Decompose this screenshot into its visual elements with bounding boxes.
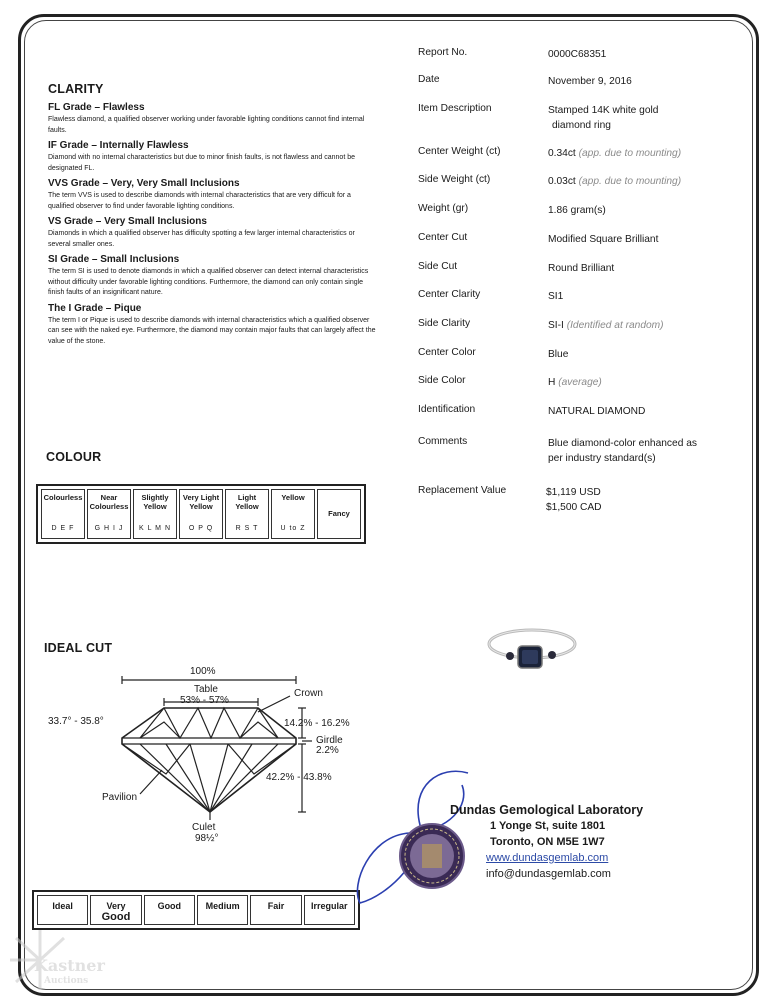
cut-grade-cell bbox=[197, 895, 248, 925]
side-weight-label: Side Weight (ct) bbox=[418, 174, 491, 185]
auction-watermark-logo bbox=[4, 926, 114, 994]
comments-value: Blue diamond-color enhanced as per industry standard(s) bbox=[548, 438, 697, 464]
cut-grade-cell bbox=[90, 895, 141, 925]
clarity-grade-description: The term I or Pique is used to describe diamonds with internal characteristics which a qualified observer can see with the naked eye. Furthermore, the diamond may contain major faults that can largely affect the value of the stone. bbox=[48, 316, 376, 345]
side-cut-value: Round Brilliant bbox=[548, 263, 615, 274]
diagram-total-label: 100% bbox=[190, 666, 216, 677]
cut-grade-label-emphasis: Good bbox=[101, 911, 131, 923]
cut-grade-label: Ideal bbox=[52, 901, 73, 911]
diagram-crown-pct: 14.2% - 16.2% bbox=[284, 718, 350, 729]
colour-cell-code: U to Z bbox=[280, 525, 306, 532]
report-no-value: 0000C68351 bbox=[548, 49, 607, 60]
diagram-pavilion-pct: 42.2% - 43.8% bbox=[266, 772, 332, 783]
center-weight-label: Center Weight (ct) bbox=[418, 146, 501, 157]
weight-value: 1.86 gram(s) bbox=[548, 205, 606, 216]
cut-grade-label: Medium bbox=[205, 901, 240, 911]
report-no-label: Report No. bbox=[418, 47, 468, 58]
center-clarity-label: Center Clarity bbox=[418, 289, 481, 300]
side-clarity-value: SI-I (Identified at random) bbox=[548, 320, 664, 331]
cut-grade-cell bbox=[144, 895, 195, 925]
clarity-grade-description: Diamonds in which a qualified observer has difficulty spotting a few larger internal characteristics or several smaller ones. bbox=[48, 230, 355, 248]
clarity-grade-description: Flawless diamond, a qualified observer working under favorable lighting conditions cannot find internal faults. bbox=[48, 116, 365, 134]
clarity-title: CLARITY bbox=[48, 82, 104, 96]
diagram-girdle-label: Girdle bbox=[316, 735, 343, 746]
colour-cell-code: R S T bbox=[235, 525, 259, 532]
colour-cell-label: Yellow bbox=[281, 493, 305, 502]
center-cut-value: Modified Square Brilliant bbox=[548, 234, 659, 245]
side-clarity-label: Side Clarity bbox=[418, 318, 471, 329]
colour-cell-label: Near Colourless bbox=[89, 493, 129, 511]
diamond-cut-diagram bbox=[40, 662, 370, 852]
diagram-crown-label: Crown bbox=[294, 688, 323, 699]
replacement-value-label: Replacement Value bbox=[418, 485, 507, 496]
clarity-grade-heading: VS Grade – Very Small Inclusions bbox=[48, 216, 207, 227]
center-cut-label: Center Cut bbox=[418, 232, 468, 243]
item-description-value: Stamped 14K white gold diamond ring bbox=[548, 105, 659, 131]
side-color-label: Side Color bbox=[418, 375, 466, 386]
weight-label: Weight (gr) bbox=[418, 203, 469, 214]
diagram-table-pct: 53% - 57% bbox=[180, 695, 229, 706]
cut-grade-label: Irregular bbox=[311, 901, 348, 911]
colour-cell-fancy bbox=[317, 489, 361, 539]
colour-cell bbox=[271, 489, 315, 539]
clarity-grade-heading: VVS Grade – Very, Very Small Inclusions bbox=[48, 178, 240, 189]
date-value: November 9, 2016 bbox=[548, 76, 632, 87]
colour-cell-code: D E F bbox=[51, 525, 75, 532]
colour-cell bbox=[225, 489, 269, 539]
item-description-label: Item Description bbox=[418, 103, 492, 114]
lab-address-line2: Toronto, ON M5E 1W7 bbox=[490, 836, 605, 848]
clarity-grade-description: The term SI is used to denote diamonds in which a qualified observer can detect internal characteristics without difficulty under favorable lighting conditions. Furthermore, the diamond can only contain single finish faults of an insignificant nature. bbox=[48, 268, 369, 296]
clarity-grade-heading: IF Grade – Internally Flawless bbox=[48, 140, 189, 151]
colour-scale-table bbox=[36, 484, 366, 544]
center-clarity-value: SI1 bbox=[548, 291, 564, 302]
colour-cell-code: O P Q bbox=[188, 525, 214, 532]
comments-label: Comments bbox=[418, 436, 468, 447]
diagram-pavilion-label: Pavilion bbox=[102, 792, 138, 803]
lab-name: Dundas Gemological Laboratory bbox=[450, 803, 644, 817]
colour-cell bbox=[41, 489, 85, 539]
clarity-grade-heading: FL Grade – Flawless bbox=[48, 102, 145, 113]
cut-grade-cell bbox=[37, 895, 88, 925]
colour-cell-code: K L M N bbox=[138, 525, 172, 532]
side-color-value: H (average) bbox=[548, 377, 602, 388]
clarity-grade-description: The term VVS is used to describe diamonds with internal characteristics that are very difficult for a qualified observer to find under favorable lighting conditions. bbox=[48, 192, 351, 210]
colour-cell-label: Very Light Yellow bbox=[182, 493, 220, 511]
diagram-girdle-pct: 2.2% bbox=[316, 745, 339, 756]
cut-grade-cell bbox=[250, 895, 301, 925]
side-cut-label: Side Cut bbox=[418, 261, 458, 272]
diagram-table-label: Table bbox=[194, 684, 218, 695]
center-weight-value: 0.34ct (app. due to mounting) bbox=[548, 148, 682, 159]
colour-cell bbox=[179, 489, 223, 539]
identification-label: Identification bbox=[418, 404, 476, 415]
diagram-culet-angle: 98½° bbox=[195, 833, 219, 844]
lab-email: info@dundasgemlab.com bbox=[486, 868, 611, 880]
identification-value: NATURAL DIAMOND bbox=[548, 406, 646, 417]
clarity-section bbox=[48, 82, 378, 347]
lab-address-line1: 1 Yonge St, suite 1801 bbox=[490, 820, 606, 832]
date-label: Date bbox=[418, 74, 440, 85]
cut-grade-label: Good bbox=[157, 901, 182, 911]
cut-grade-cell bbox=[304, 895, 355, 925]
cut-grade-label: Very bbox=[106, 901, 126, 911]
ideal-cut-title: IDEAL CUT bbox=[44, 641, 113, 655]
colour-cell bbox=[133, 489, 177, 539]
colour-cell-label: Fancy bbox=[328, 508, 350, 518]
diagram-culet-label: Culet bbox=[192, 822, 216, 833]
colour-cell-label: Colourless bbox=[43, 493, 83, 502]
clarity-grade-heading: The I Grade – Pique bbox=[48, 302, 142, 314]
center-color-value: Blue bbox=[548, 349, 569, 360]
colour-cell bbox=[87, 489, 131, 539]
ring-photo bbox=[486, 622, 578, 682]
cut-grade-table bbox=[32, 890, 360, 930]
clarity-grade-heading: SI Grade – Small Inclusions bbox=[48, 254, 180, 265]
lab-info bbox=[450, 802, 643, 882]
diagram-crown-angle: 33.7° - 35.8° bbox=[48, 716, 104, 727]
cut-grade-label: Fair bbox=[267, 901, 285, 911]
colour-cell-code: G H I J bbox=[94, 525, 124, 532]
center-color-label: Center Color bbox=[418, 347, 476, 358]
watermark-subtitle: Auctions bbox=[44, 976, 89, 986]
lab-website-link[interactable]: www.dundasgemlab.com bbox=[486, 852, 609, 864]
watermark-name: Kastner bbox=[34, 956, 105, 975]
colour-title: COLOUR bbox=[46, 450, 102, 464]
colour-cell-label: Light Yellow bbox=[235, 493, 259, 511]
side-weight-value: 0.03ct (app. due to mounting) bbox=[548, 176, 682, 187]
clarity-grade-description: Diamond with no internal characteristics but due to minor finish faults, is not flawless and cannot be designated FL. bbox=[48, 154, 355, 172]
replacement-value: $1,119 USD $1,500 CAD bbox=[546, 487, 602, 513]
colour-cell-label: Slightly Yellow bbox=[141, 493, 169, 511]
